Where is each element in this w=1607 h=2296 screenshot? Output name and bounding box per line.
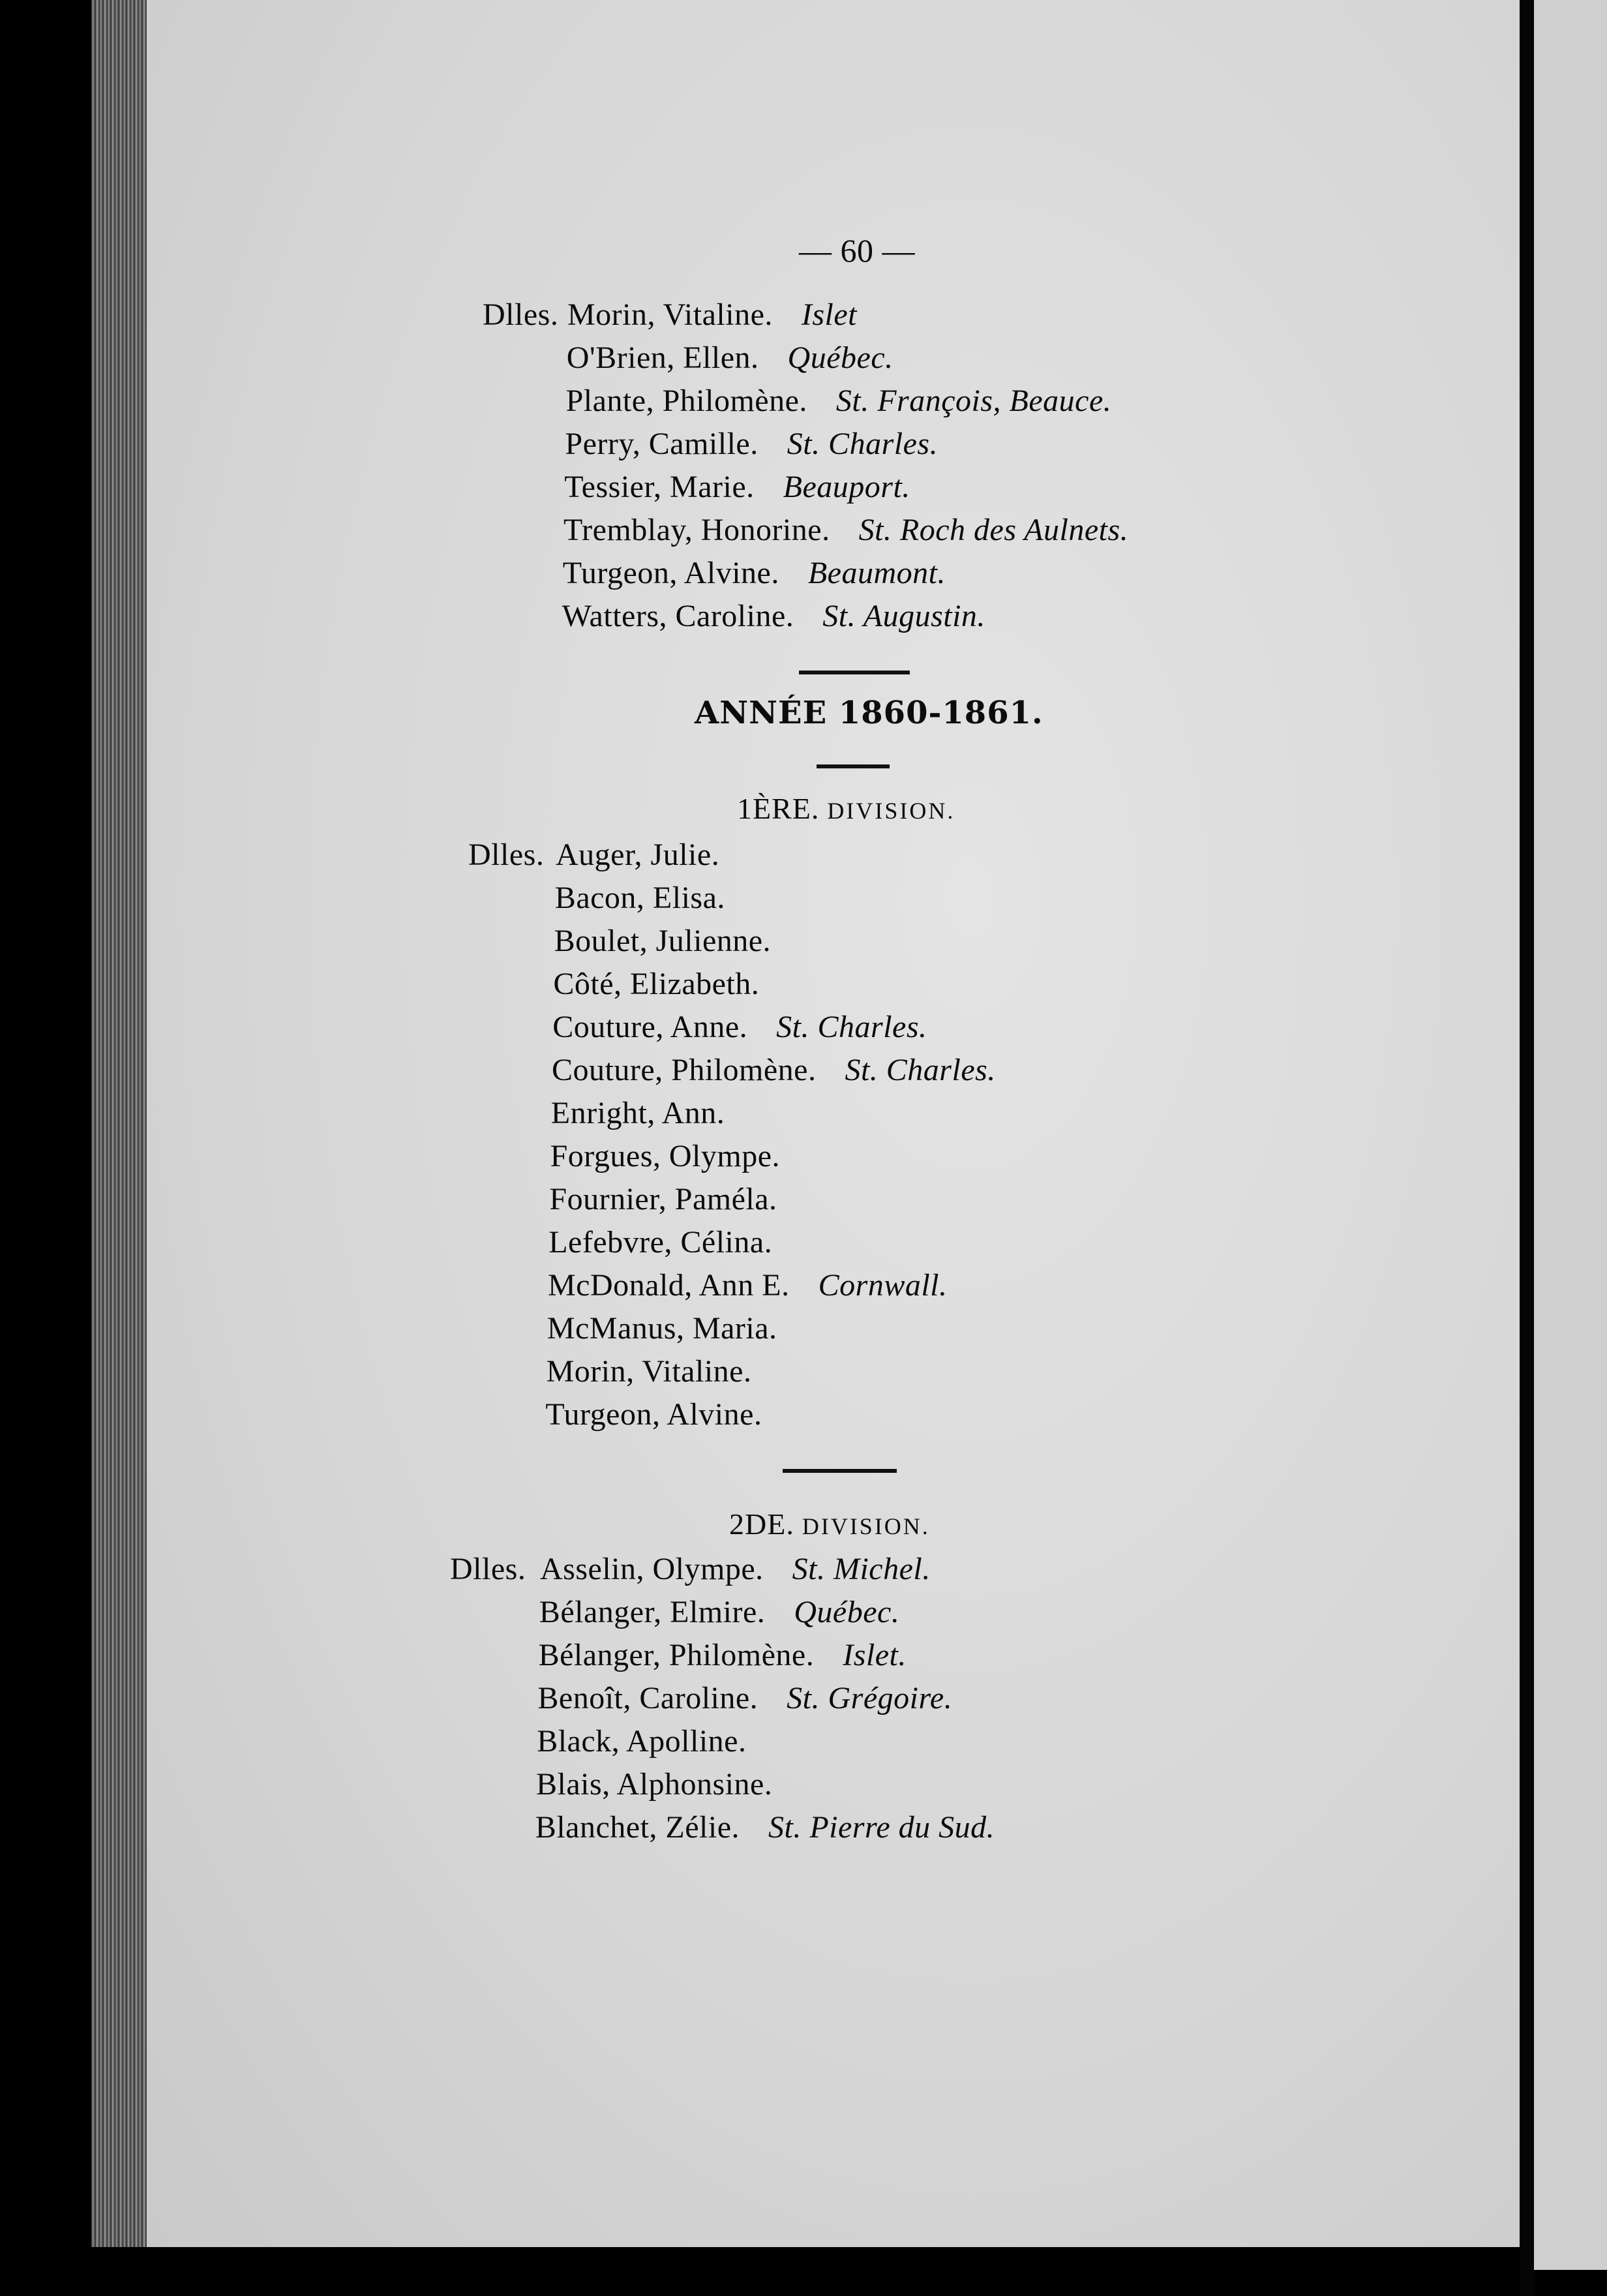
list-entry — [567, 297, 857, 333]
entry-place: St. Charles. — [776, 1010, 927, 1044]
entry-name: Auger, Julie. — [556, 838, 720, 872]
list-entry — [537, 1723, 775, 1759]
division2-number: 2DE. — [729, 1507, 794, 1541]
list-entry — [540, 1551, 931, 1587]
list-entry — [565, 426, 938, 462]
list-entry — [564, 469, 910, 505]
entry-name: Turgeon, Alvine. — [562, 556, 779, 590]
entry-place: St. François, Beauce. — [835, 384, 1112, 418]
rule-above-division2 — [783, 1469, 897, 1473]
entry-place: St. Augustin. — [822, 599, 985, 633]
list-entry — [555, 880, 754, 916]
entry-name: Plante, Philomène. — [565, 384, 807, 418]
entry-name: Benoît, Caroline. — [537, 1681, 758, 1715]
entry-name: Lefebvre, Célina. — [548, 1225, 773, 1260]
list-entry — [539, 1637, 907, 1673]
entry-place: St. Roch des Aulnets. — [858, 513, 1129, 547]
book-gutter — [1520, 0, 1534, 2296]
list-entry — [545, 1397, 790, 1432]
entry-name: Côté, Elizabeth. — [553, 967, 760, 1001]
list-entry — [548, 1267, 948, 1303]
list-entry — [553, 966, 788, 1002]
entry-place: St. Pierre du Sud. — [768, 1810, 995, 1845]
list-entry — [562, 598, 985, 634]
entry-name: Fournier, Paméla. — [549, 1182, 777, 1216]
entry-place: Islet — [801, 297, 858, 332]
scan-border-bottom — [0, 2247, 1520, 2296]
list-entry — [539, 1594, 900, 1630]
entry-name: Couture, Philomène. — [552, 1053, 817, 1087]
dlles-prefix: Dlles. — [450, 1552, 526, 1586]
list-entry — [547, 1310, 806, 1346]
dlles-prefix: Dlles. — [468, 838, 545, 872]
division1-heading — [737, 791, 955, 826]
list-entry — [563, 512, 1128, 548]
list-entry — [551, 1095, 754, 1131]
entry-name: Tessier, Marie. — [564, 470, 755, 504]
list-entry — [547, 1353, 781, 1389]
entry-name: Tremblay, Honorine. — [563, 513, 830, 547]
list-entry — [535, 1809, 995, 1845]
dlles-prefix: Dlles. — [483, 297, 559, 332]
entry-name: Forgues, Olympe. — [550, 1139, 781, 1173]
page-number: — 60 — — [799, 232, 915, 269]
division1-number: 1ÈRE. — [737, 792, 820, 825]
entry-place: St. Charles. — [845, 1053, 996, 1087]
list-entry — [552, 1009, 927, 1045]
entry-name: Enright, Ann. — [550, 1096, 725, 1130]
division2-heading — [729, 1507, 930, 1541]
entry-name: Perry, Camille. — [565, 427, 758, 461]
entry-place: Beauport. — [783, 470, 910, 504]
list-entry — [563, 555, 946, 591]
list-entry — [552, 1052, 996, 1088]
list-entry — [548, 1224, 801, 1260]
list-entry — [556, 837, 748, 873]
list-entry — [567, 340, 894, 376]
entry-name: Black, Apolline. — [537, 1724, 747, 1759]
entry-name: Watters, Caroline. — [562, 599, 794, 633]
entry-name: Morin, Vitaline. — [546, 1354, 752, 1389]
entry-name: Asselin, Olympe. — [540, 1552, 764, 1586]
division2-word: DIVISION. — [802, 1513, 930, 1539]
list-entry — [536, 1766, 801, 1802]
entry-place: St. Charles. — [787, 427, 939, 461]
rule-below-year — [817, 764, 890, 768]
entry-name: McDonald, Ann E. — [548, 1268, 790, 1303]
year-heading: ANNÉE 1860-1861. — [695, 695, 1044, 731]
entry-name: Bélanger, Elmire. — [539, 1595, 766, 1629]
entry-name: Turgeon, Alvine. — [545, 1397, 762, 1432]
list-entry — [554, 923, 800, 959]
entry-name: Bélanger, Philomène. — [538, 1638, 815, 1672]
entry-place: Cornwall. — [818, 1268, 948, 1303]
entry-place: Beaumont. — [807, 556, 946, 590]
entry-place: Islet. — [843, 1638, 907, 1672]
entry-name: Boulet, Julienne. — [554, 924, 772, 958]
entry-place: St. Grégoire. — [787, 1681, 953, 1715]
entry-place: Québec. — [794, 1595, 900, 1629]
entry-name: Morin, Vitaline. — [567, 297, 773, 332]
list-entry — [537, 1680, 952, 1716]
book-page — [147, 0, 1520, 2247]
entry-name: Blanchet, Zélie. — [535, 1810, 740, 1845]
list-entry — [549, 1181, 805, 1217]
entry-name: Bacon, Elisa. — [554, 881, 725, 915]
entry-name: Couture, Anne. — [552, 1010, 748, 1044]
entry-name: O'Brien, Ellen. — [566, 340, 759, 375]
division1-word: DIVISION. — [827, 798, 955, 824]
list-entry — [550, 1138, 809, 1174]
page-stack-edges — [91, 0, 150, 2296]
facing-page-edge — [1534, 0, 1607, 2270]
scan-border-left — [0, 0, 91, 2296]
entry-name: McManus, Maria. — [547, 1311, 777, 1346]
entry-name: Blais, Alphonsine. — [536, 1767, 773, 1802]
entry-place: Québec. — [787, 340, 894, 375]
rule-above-year — [799, 671, 910, 674]
entry-place: St. Michel. — [792, 1552, 931, 1586]
list-entry — [566, 383, 1112, 419]
